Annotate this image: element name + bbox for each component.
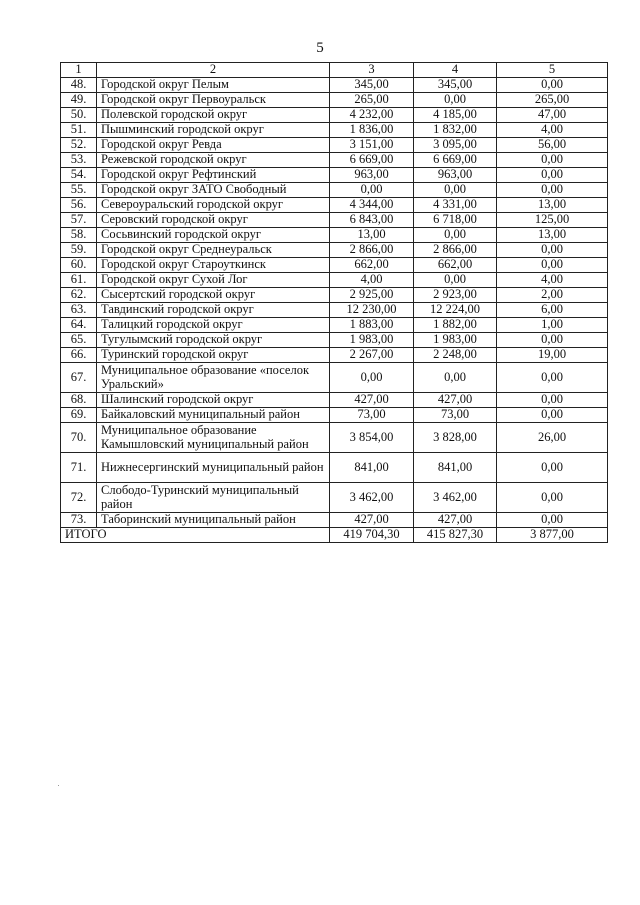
value-col-3: 345,00 xyxy=(330,78,414,93)
table-row xyxy=(61,363,608,393)
municipality-name: Городской округ Ревда xyxy=(97,138,330,153)
row-number: 51. xyxy=(61,123,97,138)
header-cell-2: 2 xyxy=(97,63,330,78)
municipality-name: Туринский городской округ xyxy=(97,348,330,363)
value-col-3: 12 230,00 xyxy=(330,303,414,318)
value-col-5: 0,00 xyxy=(497,483,608,513)
value-col-3: 3 151,00 xyxy=(330,138,414,153)
value-col-3: 4 344,00 xyxy=(330,198,414,213)
value-col-3: 1 836,00 xyxy=(330,123,414,138)
value-col-4: 6 669,00 xyxy=(414,153,497,168)
table-row xyxy=(61,183,608,198)
value-col-5: 0,00 xyxy=(497,153,608,168)
value-col-5: 56,00 xyxy=(497,138,608,153)
value-col-4: 0,00 xyxy=(414,363,497,393)
value-col-4: 345,00 xyxy=(414,78,497,93)
header-cell-5: 5 xyxy=(497,63,608,78)
municipality-name: Таборинский муниципальный район xyxy=(97,513,330,528)
value-col-3: 13,00 xyxy=(330,228,414,243)
row-number: 70. xyxy=(61,423,97,453)
municipality-name: Тугулымский городской округ xyxy=(97,333,330,348)
table-row xyxy=(61,483,608,513)
value-col-5: 0,00 xyxy=(497,408,608,423)
row-number: 61. xyxy=(61,273,97,288)
row-number: 67. xyxy=(61,363,97,393)
table-row xyxy=(61,318,608,333)
value-col-5: 0,00 xyxy=(497,453,608,483)
scan-speck xyxy=(58,785,59,786)
municipality-name: Североуральский городской округ xyxy=(97,198,330,213)
table-row xyxy=(61,408,608,423)
total-value-c3: 419 704,30 xyxy=(330,528,414,543)
row-number: 69. xyxy=(61,408,97,423)
table-row xyxy=(61,333,608,348)
total-label: ИТОГО xyxy=(61,528,330,543)
value-col-3: 427,00 xyxy=(330,393,414,408)
row-number: 49. xyxy=(61,93,97,108)
row-number: 56. xyxy=(61,198,97,213)
municipality-name: Байкаловский муниципальный район xyxy=(97,408,330,423)
value-col-3: 427,00 xyxy=(330,513,414,528)
value-col-5: 0,00 xyxy=(497,243,608,258)
table-row xyxy=(61,258,608,273)
value-col-4: 0,00 xyxy=(414,183,497,198)
value-col-5: 4,00 xyxy=(497,123,608,138)
row-number: 65. xyxy=(61,333,97,348)
page-number: 5 xyxy=(316,40,324,56)
value-col-3: 4 232,00 xyxy=(330,108,414,123)
value-col-3: 1 883,00 xyxy=(330,318,414,333)
table-row xyxy=(61,198,608,213)
municipality-name: Режевской городской округ xyxy=(97,153,330,168)
table-row xyxy=(61,138,608,153)
row-number: 55. xyxy=(61,183,97,198)
value-col-4: 3 462,00 xyxy=(414,483,497,513)
header-row xyxy=(61,63,608,78)
value-col-3: 841,00 xyxy=(330,453,414,483)
municipality-name: Городской округ Староуткинск xyxy=(97,258,330,273)
value-col-3: 2 866,00 xyxy=(330,243,414,258)
row-number: 58. xyxy=(61,228,97,243)
value-col-5: 2,00 xyxy=(497,288,608,303)
row-number: 63. xyxy=(61,303,97,318)
table-row xyxy=(61,78,608,93)
value-col-4: 1 983,00 xyxy=(414,333,497,348)
value-col-4: 963,00 xyxy=(414,168,497,183)
municipality-name: Слободо-Туринский муниципальный район xyxy=(97,483,330,513)
municipality-name: Полевской городской округ xyxy=(97,108,330,123)
value-col-3: 2 267,00 xyxy=(330,348,414,363)
value-col-5: 13,00 xyxy=(497,228,608,243)
value-col-3: 0,00 xyxy=(330,363,414,393)
table-row xyxy=(61,453,608,483)
value-col-3: 662,00 xyxy=(330,258,414,273)
value-col-5: 13,00 xyxy=(497,198,608,213)
header-cell-1: 1 xyxy=(61,63,97,78)
row-number: 50. xyxy=(61,108,97,123)
table-row xyxy=(61,423,608,453)
table-row xyxy=(61,123,608,138)
table-row xyxy=(61,168,608,183)
value-col-4: 0,00 xyxy=(414,273,497,288)
value-col-4: 3 828,00 xyxy=(414,423,497,453)
row-number: 59. xyxy=(61,243,97,258)
value-col-4: 4 185,00 xyxy=(414,108,497,123)
row-number: 53. xyxy=(61,153,97,168)
row-number: 57. xyxy=(61,213,97,228)
municipality-name: Сосьвинский городской округ xyxy=(97,228,330,243)
total-value-c5: 3 877,00 xyxy=(497,528,608,543)
value-col-5: 1,00 xyxy=(497,318,608,333)
municipality-name: Городской округ Пелым xyxy=(97,78,330,93)
municipality-name: Городской округ Среднеуральск xyxy=(97,243,330,258)
value-col-4: 6 718,00 xyxy=(414,213,497,228)
row-number: 66. xyxy=(61,348,97,363)
value-col-4: 2 923,00 xyxy=(414,288,497,303)
municipality-name: Городской округ Первоуральск xyxy=(97,93,330,108)
header-cell-3: 3 xyxy=(330,63,414,78)
row-number: 68. xyxy=(61,393,97,408)
table-row xyxy=(61,303,608,318)
value-col-4: 2 866,00 xyxy=(414,243,497,258)
value-col-3: 1 983,00 xyxy=(330,333,414,348)
value-col-3: 73,00 xyxy=(330,408,414,423)
value-col-5: 0,00 xyxy=(497,258,608,273)
value-col-5: 125,00 xyxy=(497,213,608,228)
value-col-5: 0,00 xyxy=(497,393,608,408)
total-value-c4: 415 827,30 xyxy=(414,528,497,543)
row-number: 48. xyxy=(61,78,97,93)
municipality-name: Городской округ ЗАТО Свободный xyxy=(97,183,330,198)
value-col-5: 0,00 xyxy=(497,183,608,198)
value-col-3: 0,00 xyxy=(330,183,414,198)
table-row xyxy=(61,348,608,363)
value-col-4: 1 832,00 xyxy=(414,123,497,138)
row-number: 73. xyxy=(61,513,97,528)
value-col-4: 4 331,00 xyxy=(414,198,497,213)
municipality-name: Сысертский городской округ xyxy=(97,288,330,303)
value-col-3: 963,00 xyxy=(330,168,414,183)
table-body xyxy=(61,63,608,543)
municipality-name: Муниципальное образование Камышловский муниципальный район xyxy=(97,423,330,453)
municipality-name: Серовский городской округ xyxy=(97,213,330,228)
row-number: 64. xyxy=(61,318,97,333)
table-row xyxy=(61,108,608,123)
value-col-5: 4,00 xyxy=(497,273,608,288)
value-col-4: 73,00 xyxy=(414,408,497,423)
value-col-5: 26,00 xyxy=(497,423,608,453)
table-row xyxy=(61,273,608,288)
municipality-name: Талицкий городской округ xyxy=(97,318,330,333)
value-col-5: 0,00 xyxy=(497,363,608,393)
table-row xyxy=(61,393,608,408)
value-col-4: 841,00 xyxy=(414,453,497,483)
table-row xyxy=(61,153,608,168)
table-row xyxy=(61,93,608,108)
value-col-5: 47,00 xyxy=(497,108,608,123)
municipality-name: Муниципальное образование «поселок Уральский» xyxy=(97,363,330,393)
municipality-name: Пышминский городской округ xyxy=(97,123,330,138)
value-col-5: 19,00 xyxy=(497,348,608,363)
table-row xyxy=(61,228,608,243)
municipality-name: Городской округ Сухой Лог xyxy=(97,273,330,288)
value-col-5: 0,00 xyxy=(497,78,608,93)
value-col-3: 3 854,00 xyxy=(330,423,414,453)
row-number: 71. xyxy=(61,453,97,483)
value-col-4: 427,00 xyxy=(414,513,497,528)
total-row xyxy=(61,528,608,543)
row-number: 72. xyxy=(61,483,97,513)
value-col-3: 6 669,00 xyxy=(330,153,414,168)
value-col-4: 0,00 xyxy=(414,228,497,243)
municipality-name: Тавдинский городской округ xyxy=(97,303,330,318)
row-number: 60. xyxy=(61,258,97,273)
table-row xyxy=(61,288,608,303)
value-col-5: 0,00 xyxy=(497,513,608,528)
row-number: 52. xyxy=(61,138,97,153)
value-col-3: 2 925,00 xyxy=(330,288,414,303)
value-col-3: 3 462,00 xyxy=(330,483,414,513)
value-col-4: 1 882,00 xyxy=(414,318,497,333)
table-row xyxy=(61,243,608,258)
value-col-4: 0,00 xyxy=(414,93,497,108)
value-col-5: 6,00 xyxy=(497,303,608,318)
value-col-5: 265,00 xyxy=(497,93,608,108)
value-col-4: 2 248,00 xyxy=(414,348,497,363)
value-col-3: 6 843,00 xyxy=(330,213,414,228)
value-col-5: 0,00 xyxy=(497,333,608,348)
value-col-5: 0,00 xyxy=(497,168,608,183)
table-row xyxy=(61,513,608,528)
value-col-4: 3 095,00 xyxy=(414,138,497,153)
value-col-4: 12 224,00 xyxy=(414,303,497,318)
header-cell-4: 4 xyxy=(414,63,497,78)
value-col-4: 662,00 xyxy=(414,258,497,273)
table-row xyxy=(61,213,608,228)
allocation-table xyxy=(60,62,608,543)
row-number: 54. xyxy=(61,168,97,183)
value-col-3: 4,00 xyxy=(330,273,414,288)
municipality-name: Нижнесергинский муниципальный район xyxy=(97,453,330,483)
value-col-4: 427,00 xyxy=(414,393,497,408)
value-col-3: 265,00 xyxy=(330,93,414,108)
row-number: 62. xyxy=(61,288,97,303)
municipality-name: Шалинский городской округ xyxy=(97,393,330,408)
municipality-name: Городской округ Рефтинский xyxy=(97,168,330,183)
